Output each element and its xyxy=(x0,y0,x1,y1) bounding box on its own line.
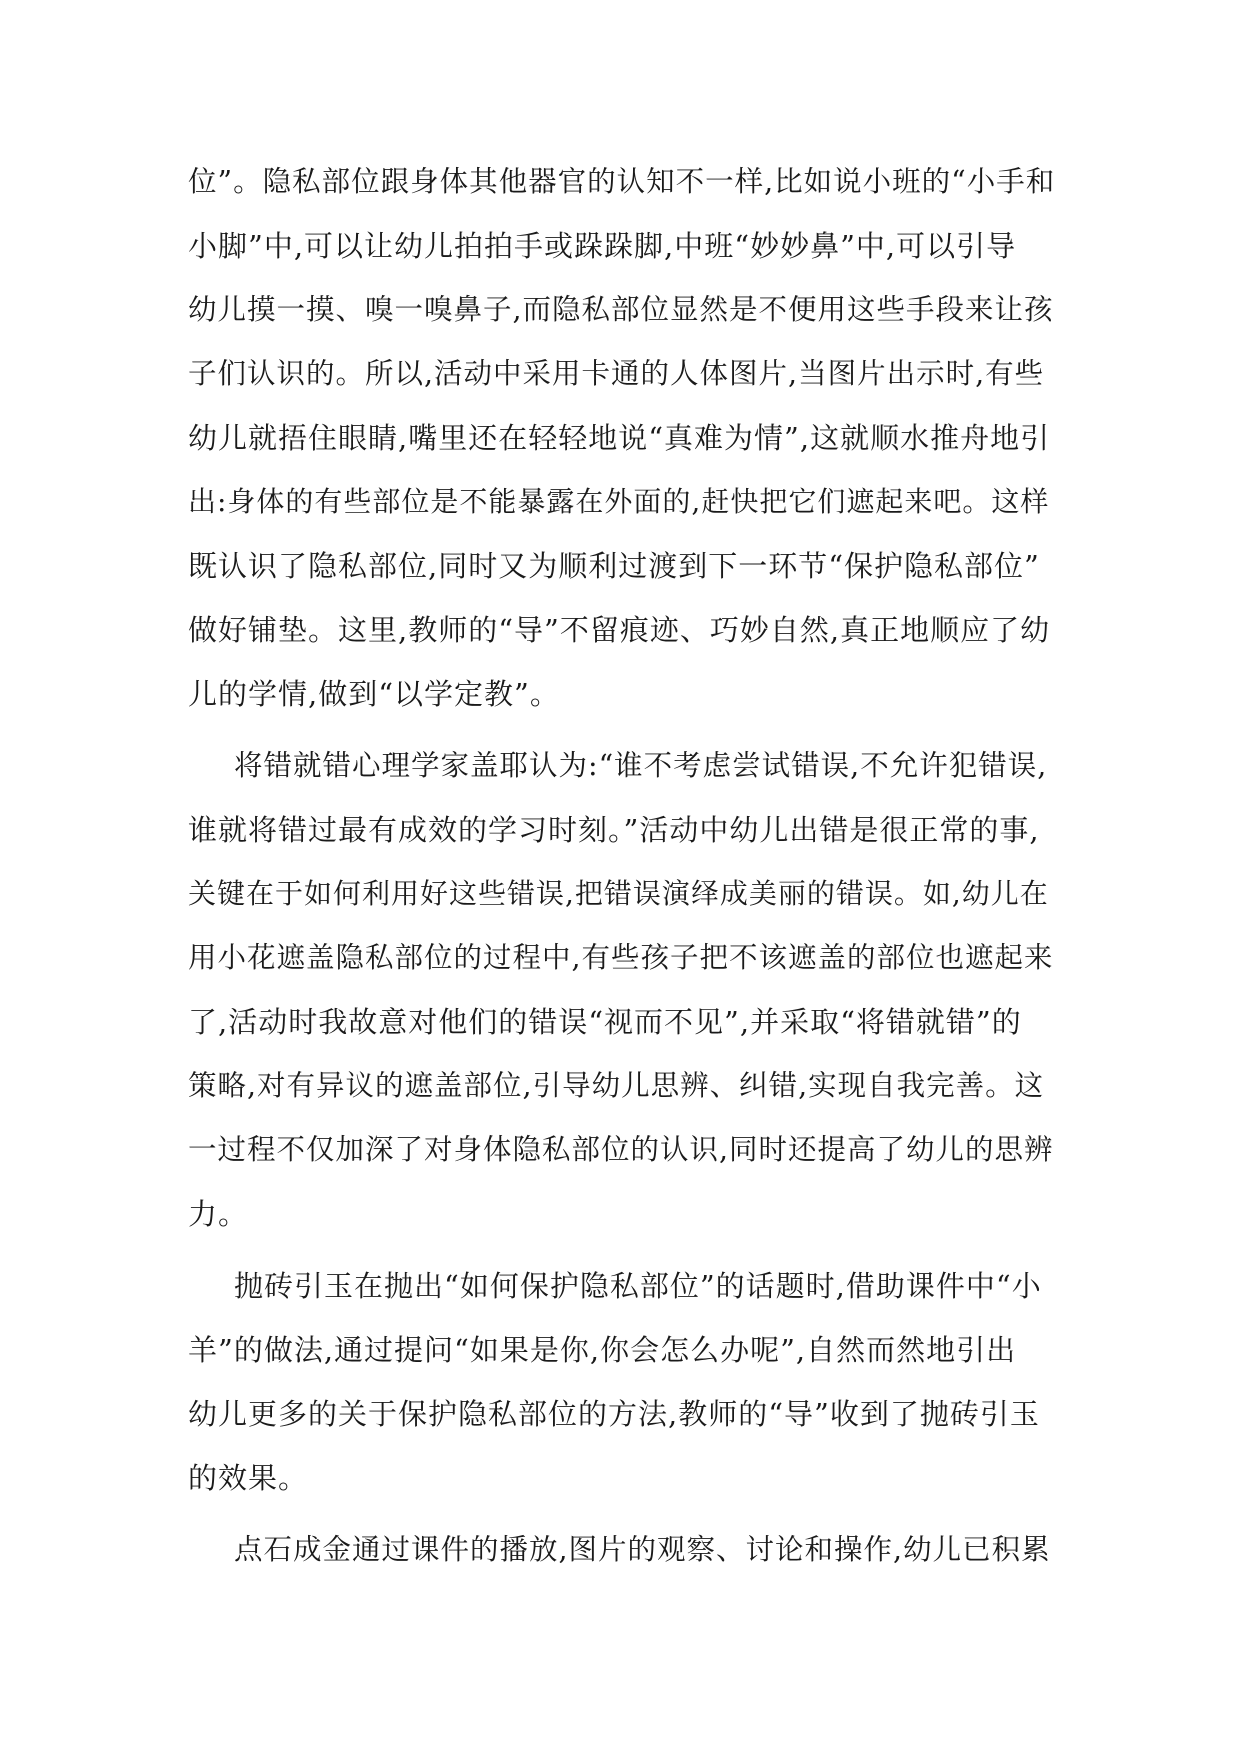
text-line: 既认识了隐私部位,同时又为顺利过渡到下一环节“保护隐私部位” xyxy=(188,549,1040,583)
text-line: 了,活动时我故意对他们的错误“视而不见”,并采取“将错就错”的 xyxy=(188,1005,1022,1039)
text-line: 幼儿摸一摸、嗅一嗅鼻子,而隐私部位显然是不便用这些手段来让孩 xyxy=(188,293,1054,326)
text-line: 策略,对有异议的遮盖部位,引导幼儿思辨、纠错,实现自我完善。这 xyxy=(188,1069,1045,1102)
text-line: 子们认识的。所以,活动中采用卡通的人体图片,当图片出示时,有些 xyxy=(188,357,1045,390)
text-line: 羊”的做法,通过提问“如果是你,你会怎么办呢”,自然而然地引出 xyxy=(188,1333,1017,1367)
paragraph-2 xyxy=(188,734,1058,1246)
text-line: 一过程不仅加深了对身体隐私部位的认识,同时还提高了幼儿的思辨 xyxy=(188,1133,1054,1166)
paragraph-gap xyxy=(188,1246,1058,1254)
text-line: 抛砖引玉在抛出“如何保护隐私部位”的话题时,借助课件中“小 xyxy=(234,1269,1042,1303)
document-body xyxy=(188,150,1058,1582)
text-line: 将错就错心理学家盖耶认为:“谁不考虑尝试错误,不允许犯错误, xyxy=(234,749,1048,782)
text-line: 位”。隐私部位跟身体其他器官的认知不一样,比如说小班的“小手和 xyxy=(188,165,1056,198)
text-line: 点石成金通过课件的播放,图片的观察、讨论和操作,幼儿已积累 xyxy=(234,1533,1051,1566)
paragraph-gap xyxy=(188,1510,1058,1518)
paragraph-1 xyxy=(188,150,1058,726)
text-line: 小脚”中,可以让幼儿拍拍手或跺跺脚,中班“妙妙鼻”中,可以引导 xyxy=(188,229,1017,263)
text-line: 出:身体的有些部位是不能暴露在外面的,赶快把它们遮起来吧。这样 xyxy=(188,485,1050,518)
text-line: 幼儿就捂住眼睛,嘴里还在轻轻地说“真难为情”,这就顺水推舟地引 xyxy=(188,421,1051,455)
paragraph-3 xyxy=(188,1254,1058,1510)
text-line: 关键在于如何利用好这些错误,把错误演绎成美丽的错误。如,幼儿在 xyxy=(188,877,1049,910)
text-line: 儿的学情,做到“以学定教”。 xyxy=(188,677,560,711)
text-line: 用小花遮盖隐私部位的过程中,有些孩子把不该遮盖的部位也遮起来 xyxy=(188,941,1054,974)
paragraph-gap xyxy=(188,726,1058,734)
text-line: 谁就将错过最有成效的学习时刻。”活动中幼儿出错是很正常的事, xyxy=(188,813,1040,847)
text-line: 力。 xyxy=(188,1197,249,1231)
paragraph-4 xyxy=(188,1518,1058,1582)
text-line: 幼儿更多的关于保护隐私部位的方法,教师的“导”收到了抛砖引玉 xyxy=(188,1397,1040,1431)
text-line: 的效果。 xyxy=(188,1461,309,1495)
text-line: 做好铺垫。这里,教师的“导”不留痕迹、巧妙自然,真正地顺应了幼 xyxy=(188,613,1051,647)
